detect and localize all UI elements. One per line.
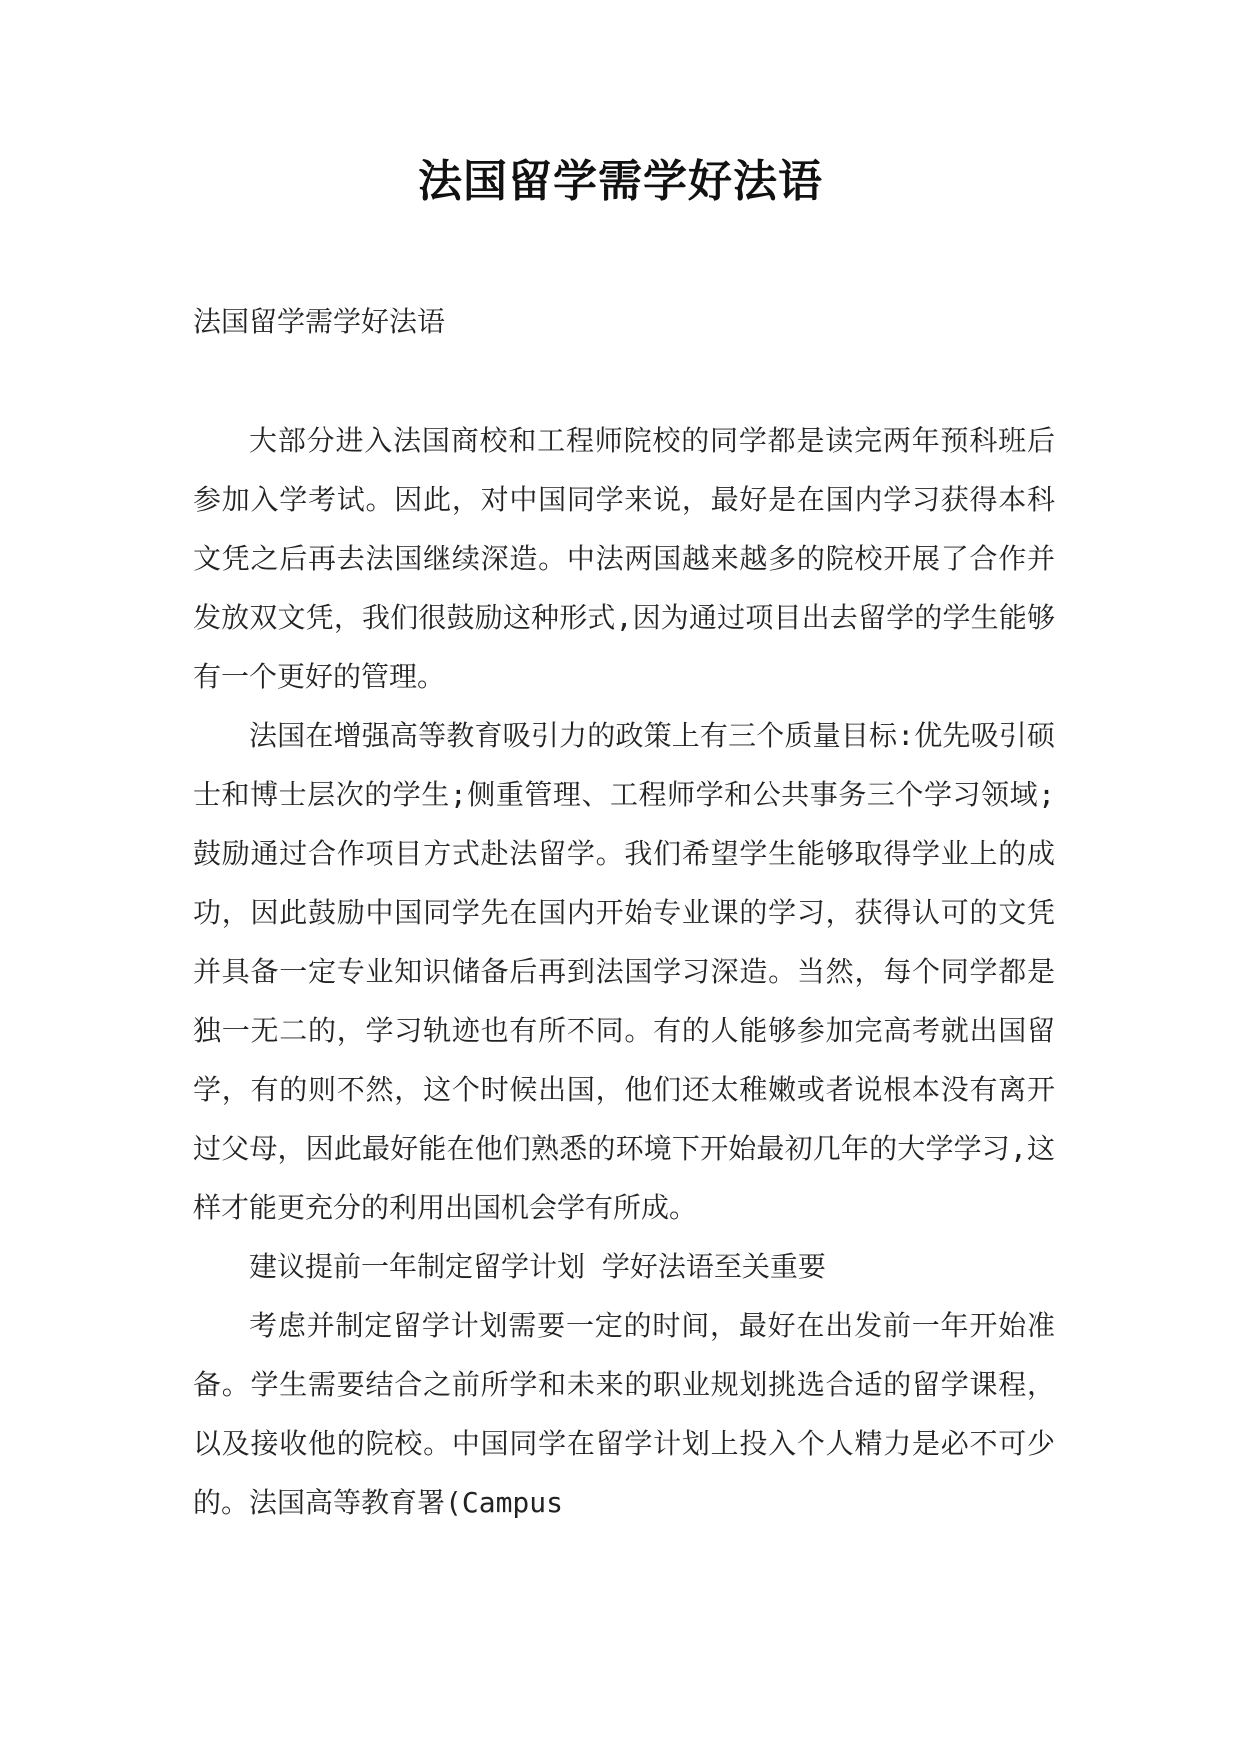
document-subtitle: 法国留学需学好法语 (193, 305, 446, 338)
document-title: 法国留学需学好法语 (418, 156, 823, 207)
paragraph-3: 考虑并制定留学计划需要一定的时间，最好在出发前一年开始准备。学生需要结合之前所学和未来的职业规划挑选合适的留学课程，以及接收他的院校。中国同学在留学计划上投入个人精力是必不可少的。法国高等教育署(Campus (193, 1309, 1055, 1519)
section-heading: 建议提前一年制定留学计划 学好法语至关重要 (249, 1250, 826, 1283)
paragraph-1: 大部分进入法国商校和工程师院校的同学都是读完两年预科班后参加入学考试。因此，对中国同学来说，最好是在国内学习获得本科文凭之后再去法国继续深造。中法两国越来越多的院校开展了合作并发放双文凭，我们很鼓励这种形式,因为通过项目出去留学的学生能够有一个更好的管理。 (193, 424, 1055, 693)
paragraph-2: 法国在增强高等教育吸引力的政策上有三个质量目标:优先吸引硕士和博士层次的学生;侧重管理、工程师学和公共事务三个学习领域;鼓励通过合作项目方式赴法留学。我们希望学生能够取得学业上的成功，因此鼓励中国同学先在国内开始专业课的学习，获得认可的文凭并具备一定专业知识储备后再到法国学习深造。当然，每个同学都是独一无二的，学习轨迹也有所不同。有的人能够参加完高考就出国留学，有的则不然，这个时候出国，他们还太稚嫩或者说根本没有离开过父母，因此最好能在他们熟悉的环境下开始最初几年的大学学习,这样才能更充分的利用出国机会学有所成。 (193, 719, 1055, 1224)
document-body (193, 292, 1055, 1532)
